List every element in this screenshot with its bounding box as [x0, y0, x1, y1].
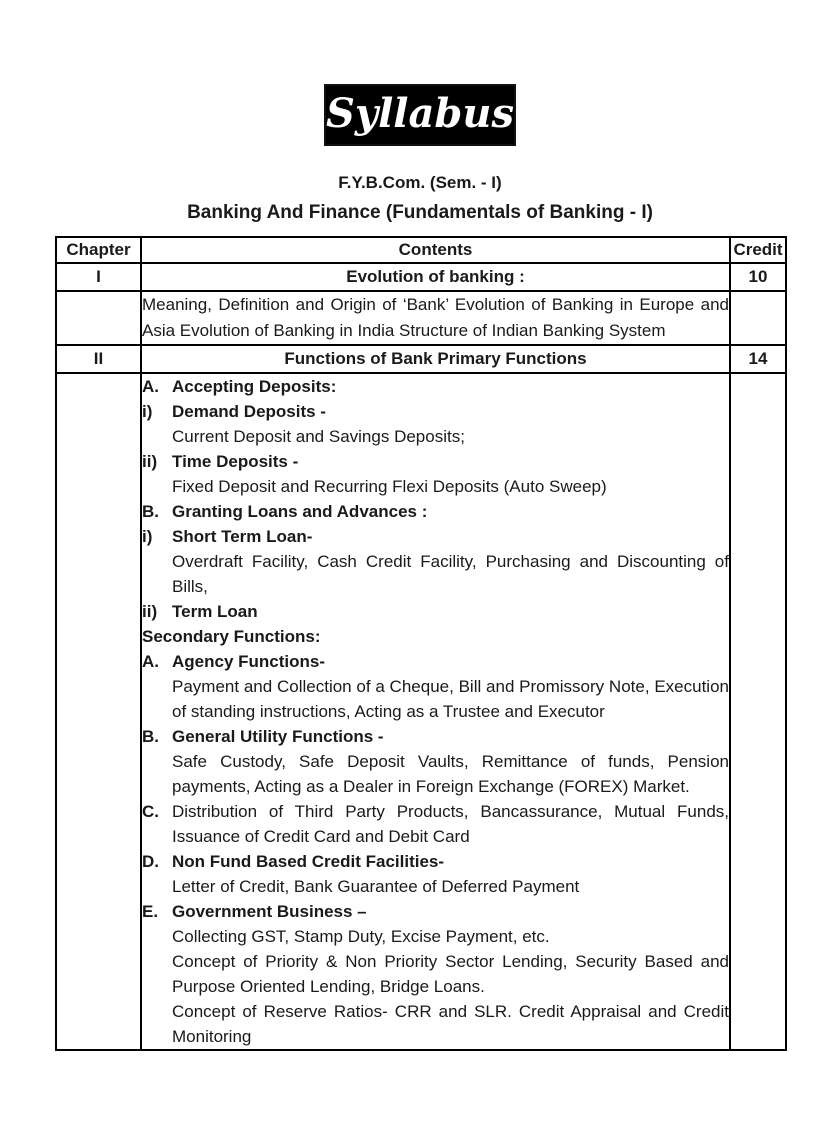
line-text: Term Loan [172, 602, 258, 621]
content-line [142, 924, 729, 949]
line-text: Secondary Functions: [142, 627, 321, 646]
content-line [142, 424, 729, 449]
content-line [142, 524, 729, 549]
line-marker: B. [142, 727, 159, 746]
content-line [142, 599, 729, 624]
line-text: Safe Custody, Safe Deposit Vaults, Remittance of funds, Pension payments, Acting as a Dealer in Foreign Exchange (FOREX) Market. [172, 752, 729, 796]
content-line [142, 999, 729, 1049]
chapter2-title: Functions of Bank Primary Functions [141, 345, 730, 373]
line-marker: A. [142, 377, 159, 396]
chapter1-credit: 10 [730, 263, 786, 291]
content-line [142, 449, 729, 474]
chapter1-body-row [56, 291, 786, 345]
col-header-chapter: Chapter [56, 237, 141, 263]
line-text: Government Business – [172, 902, 367, 921]
chapter2-body-row [56, 373, 786, 1050]
content-line [142, 399, 729, 424]
chapter2-credit: 14 [730, 345, 786, 373]
line-marker: ii) [142, 452, 158, 471]
content-line [142, 624, 729, 649]
content-line [142, 749, 729, 799]
chapter1-body-text: Meaning, Definition and Origin of ‘Bank’ Evolution of Banking in Europe and Asia Evolution of Banking in India Structure of Indian Banking System [141, 291, 730, 345]
line-text: Granting Loans and Advances : [172, 502, 428, 521]
line-marker: E. [142, 902, 159, 921]
line-marker: D. [142, 852, 159, 871]
line-text: Short Term Loan- [172, 527, 313, 546]
chapter1-title: Evolution of banking : [141, 263, 730, 291]
chapter1-number: I [56, 263, 141, 291]
line-marker: C. [142, 802, 159, 821]
line-marker: B. [142, 502, 159, 521]
syllabus-banner [324, 84, 516, 146]
banner-title: Syllabus [325, 89, 514, 137]
line-text: Demand Deposits - [172, 402, 326, 421]
line-text: General Utility Functions - [172, 727, 384, 746]
line-marker: i) [142, 527, 153, 546]
chapter2-body [141, 373, 730, 1050]
content-line [142, 849, 729, 874]
line-text: Current Deposit and Savings Deposits; [172, 427, 465, 446]
line-text: Accepting Deposits: [172, 377, 337, 396]
col-header-contents: Contents [141, 237, 730, 263]
chapter2-title-row [56, 345, 786, 373]
line-text: Non Fund Based Credit Facilities- [172, 852, 445, 871]
line-marker: ii) [142, 602, 158, 621]
content-line [142, 874, 729, 899]
line-text: Letter of Credit, Bank Guarantee of Deferred Payment [172, 877, 580, 896]
line-text: Concept of Priority & Non Priority Sector Lending, Security Based and Purpose Oriented Lending, Bridge Loans. [172, 952, 729, 996]
content-line [142, 374, 729, 399]
subject-heading: Banking And Finance (Fundamentals of Banking - I) [187, 202, 653, 223]
line-text: Fixed Deposit and Recurring Flexi Deposits (Auto Sweep) [172, 477, 607, 496]
line-text: Overdraft Facility, Cash Credit Facility, Purchasing and Discounting of Bills, [172, 552, 729, 596]
chapter2-number: II [56, 345, 141, 373]
line-marker: i) [142, 402, 153, 421]
content-line [142, 799, 729, 849]
syllabus-table [55, 236, 787, 1051]
col-header-credit: Credit [730, 237, 786, 263]
line-text: Concept of Reserve Ratios- CRR and SLR. Credit Appraisal and Credit Monitoring [172, 1002, 729, 1046]
line-marker: A. [142, 652, 159, 671]
empty-cell [56, 291, 141, 345]
course-heading: F.Y.B.Com. (Sem. - I) [338, 173, 502, 192]
table-header-row [56, 237, 786, 263]
chapter1-title-row [56, 263, 786, 291]
line-text: Time Deposits - [172, 452, 299, 471]
content-line [142, 949, 729, 999]
line-text: Distribution of Third Party Products, Bancassurance, Mutual Funds, Issuance of Credit Card and Debit Card [172, 802, 729, 846]
content-line [142, 499, 729, 524]
empty-cell [730, 373, 786, 1050]
content-line [142, 899, 729, 924]
line-text: Collecting GST, Stamp Duty, Excise Payment, etc. [172, 927, 550, 946]
content-line [142, 674, 729, 724]
empty-cell [730, 291, 786, 345]
content-line [142, 474, 729, 499]
content-line [142, 649, 729, 674]
empty-cell [56, 373, 141, 1050]
content-line [142, 549, 729, 599]
line-text: Payment and Collection of a Cheque, Bill and Promissory Note, Execution of standing instructions, Acting as a Trustee and Executor [172, 677, 729, 721]
content-line [142, 724, 729, 749]
line-text: Agency Functions- [172, 652, 326, 671]
